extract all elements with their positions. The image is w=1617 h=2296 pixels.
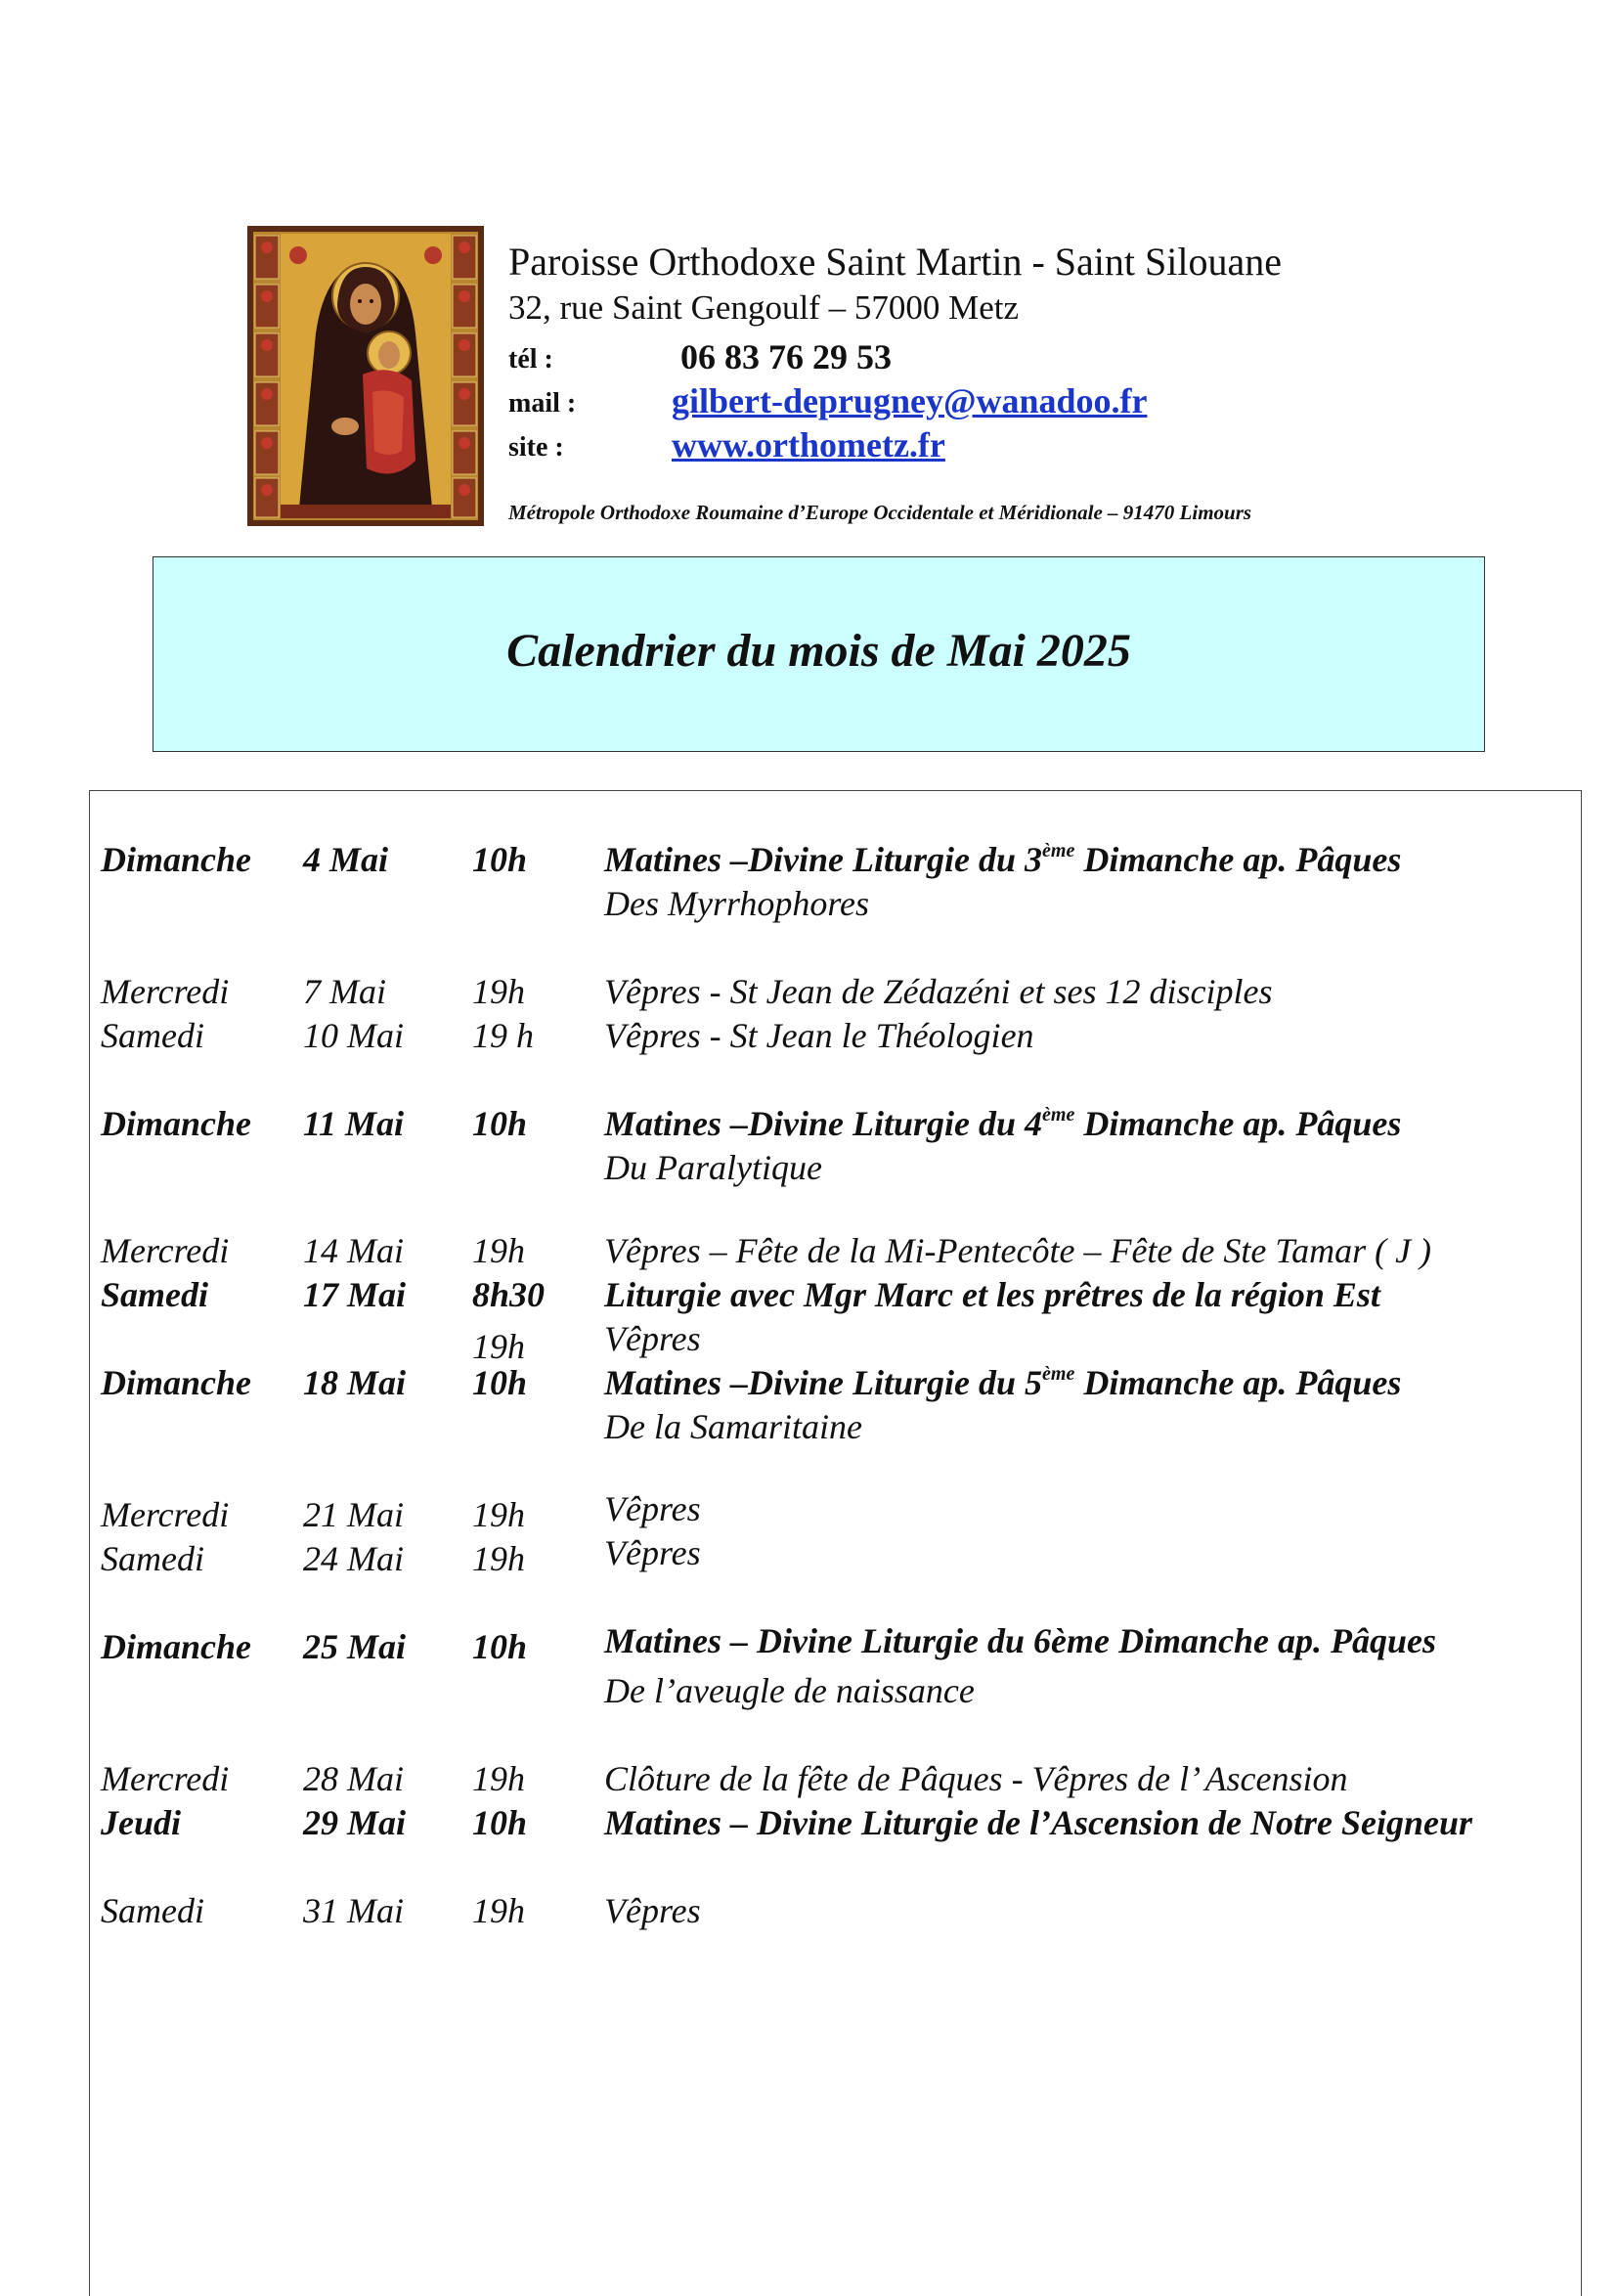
event-description [604, 1274, 1380, 1315]
event-date: 24 Mai [303, 1539, 404, 1578]
event-date: 25 Mai [303, 1627, 407, 1666]
event-description-text: Vêpres – Fête de la Mi-Pentecôte – Fête de Ste Tamar ( J ) [604, 1231, 1432, 1270]
event-description-text: Vêpres - St Jean de Zédazéni et ses 12 disciples [604, 972, 1273, 1011]
event-description [604, 1015, 1034, 1056]
event-time: 10h [472, 1803, 528, 1842]
event-description-text: Vêpres [604, 1533, 701, 1572]
event-description-text: Vêpres [604, 1891, 701, 1930]
event-time: 19h [472, 1327, 525, 1366]
event-time: 10h [472, 1627, 528, 1666]
event-day: Samedi [101, 1539, 204, 1578]
event-day: Mercredi [101, 1759, 230, 1798]
event-time: 10h [472, 1104, 528, 1143]
tel-value: 06 83 76 29 53 [680, 337, 892, 376]
event-description-text: Matines –Divine Liturgie du 5 [604, 1363, 1043, 1402]
event-date: 7 Mai [303, 972, 386, 1011]
event-description-text-end: Dimanche ap. Pâques [1074, 840, 1402, 879]
event-description [604, 1406, 862, 1447]
event-description-text: Matines –Divine Liturgie du 4 [604, 1104, 1043, 1143]
event-day: Mercredi [101, 1231, 230, 1270]
event-description-text-end: Dimanche ap. Pâques [1074, 1104, 1402, 1143]
event-day: Jeudi [101, 1803, 182, 1842]
event-time: 19h [472, 1231, 525, 1270]
event-description [604, 1318, 701, 1359]
calendar-title: Calendrier du mois de Mai 2025 [506, 625, 1131, 677]
event-day: Mercredi [101, 1495, 230, 1534]
event-time: 10h [472, 840, 528, 879]
event-time: 19h [472, 1759, 525, 1798]
event-day: Mercredi [101, 972, 230, 1011]
event-description [604, 1620, 1436, 1661]
parish-name: Paroisse Orthodoxe Saint Martin - Saint Silouane [508, 240, 1283, 284]
event-description-text: Vêpres - St Jean le Théologien [604, 1016, 1034, 1055]
event-day: Samedi [101, 1275, 209, 1314]
metropole-line: Métropole Orthodoxe Roumaine d’Europe Occidentale et Méridionale – 91470 Limours [508, 501, 1252, 524]
tel-label: tél : [508, 344, 553, 375]
event-description [604, 1802, 1472, 1843]
mail-link[interactable]: gilbert-deprugney@wanadoo.fr [672, 381, 1148, 420]
site-label: site : [508, 432, 564, 463]
event-description [604, 1670, 975, 1711]
event-day: Samedi [101, 1891, 204, 1930]
event-time: 19h [472, 1539, 525, 1578]
event-description [604, 1230, 1431, 1271]
virgin-and-child-icon-image [247, 226, 484, 526]
event-description [604, 1103, 1401, 1144]
event-date: 31 Mai [303, 1891, 404, 1930]
event-date: 18 Mai [303, 1363, 407, 1402]
event-date: 21 Mai [303, 1495, 404, 1534]
ordinal-superscript: ème [1042, 1363, 1075, 1385]
event-description [604, 1147, 822, 1188]
ordinal-superscript: ème [1042, 840, 1075, 861]
event-day: Dimanche [101, 840, 252, 879]
mail-label: mail : [508, 388, 577, 419]
event-description-text: De l’aveugle de naissance [604, 1671, 975, 1710]
event-date: 29 Mai [303, 1803, 407, 1842]
event-description-text: Des Myrrhophores [604, 884, 869, 923]
calendar-title-box [153, 556, 1485, 752]
event-date: 17 Mai [303, 1275, 407, 1314]
event-description [604, 1532, 701, 1573]
event-description [604, 1362, 1401, 1403]
event-description [604, 971, 1273, 1012]
event-day: Dimanche [101, 1627, 252, 1666]
parish-address: 32, rue Saint Gengoulf – 57000 Metz [508, 288, 1019, 327]
event-description-text: Clôture de la fête de Pâques - Vêpres de l’ Ascension [604, 1759, 1348, 1798]
event-date: 4 Mai [303, 840, 389, 879]
event-time: 19h [472, 1495, 525, 1534]
event-description-text: Du Paralytique [604, 1148, 822, 1187]
event-day: Samedi [101, 1016, 204, 1055]
event-date: 14 Mai [303, 1231, 404, 1270]
event-description-text: Matines – Divine Liturgie du 6ème Dimanche ap. Pâques [604, 1621, 1436, 1660]
event-time: 19h [472, 972, 525, 1011]
event-time: 19 h [472, 1016, 534, 1055]
event-date: 28 Mai [303, 1759, 404, 1798]
event-description [604, 1758, 1347, 1799]
site-link[interactable]: www.orthometz.fr [672, 425, 945, 464]
event-description-text: De la Samaritaine [604, 1407, 862, 1446]
event-description [604, 839, 1401, 880]
event-description-text: Vêpres [604, 1319, 701, 1358]
event-time: 10h [472, 1363, 528, 1402]
event-description-text: Matines – Divine Liturgie de l’Ascension de Notre Seigneur [604, 1803, 1473, 1842]
event-description-text: Liturgie avec Mgr Marc et les prêtres de la région Est [604, 1275, 1380, 1314]
ordinal-superscript: ème [1042, 1104, 1075, 1126]
event-date: 11 Mai [303, 1104, 405, 1143]
event-description-text-end: Dimanche ap. Pâques [1074, 1363, 1402, 1402]
event-description-text: Vêpres [604, 1489, 701, 1528]
event-description-text: Matines –Divine Liturgie du 3 [604, 840, 1043, 879]
event-description [604, 883, 869, 924]
icon-painting-icon [247, 226, 484, 526]
event-time: 8h30 [472, 1275, 546, 1314]
event-description [604, 1488, 701, 1529]
event-date: 10 Mai [303, 1016, 404, 1055]
event-description [604, 1890, 701, 1931]
event-day: Dimanche [101, 1104, 252, 1143]
event-day: Dimanche [101, 1363, 252, 1402]
event-time: 19h [472, 1891, 525, 1930]
